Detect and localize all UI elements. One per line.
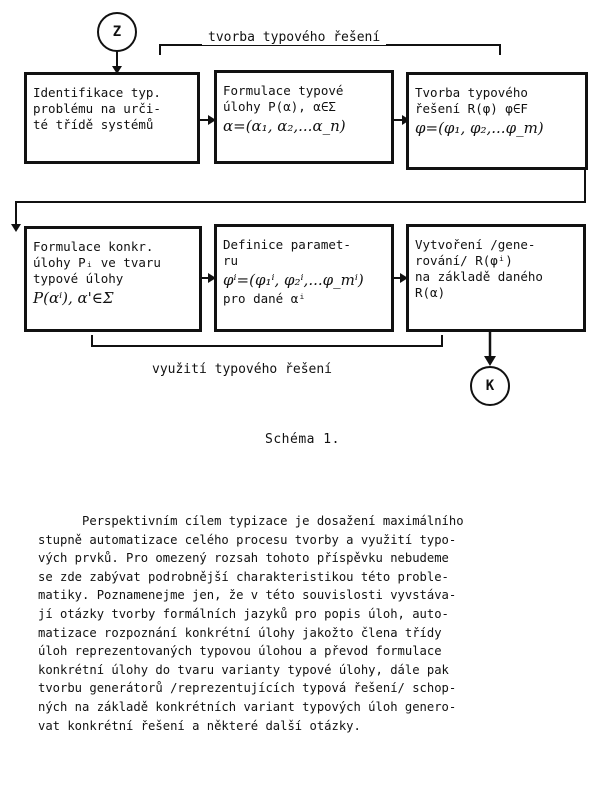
paragraph-line: stupně automatizace celého procesu tvorby a využití typo- — [38, 532, 457, 547]
paragraph-line: matizace rozpoznání konkrétní úlohy jakožto člena třídy — [38, 625, 442, 640]
bottom-brace — [92, 335, 442, 346]
box2-line: Formulace typové — [223, 83, 344, 98]
paragraph-line: vat konkrétní řešení a některé další otázky. — [38, 718, 361, 733]
box-generate-solution — [406, 224, 586, 332]
figure-caption: Schéma 1. — [265, 432, 340, 447]
box-define-parameter — [214, 224, 394, 332]
box6-line: R(α) — [415, 285, 446, 300]
box3-line: řešení R(φ) φ∈F — [415, 101, 528, 116]
box6-line: rování/ R(φⁱ) — [415, 253, 513, 268]
top-brace — [160, 45, 500, 55]
box-formulate-typical-task — [214, 70, 394, 164]
paragraph-line: tvorbu generátorů /reprezentujících typová řešení/ schop- — [38, 681, 457, 696]
box4-line: typové úlohy — [33, 271, 124, 286]
box3-line: Tvorba typového — [415, 85, 528, 100]
paragraph-line: Perspektivním cílem typizace je dosažení maximálního — [38, 514, 464, 528]
paragraph-line: ných na základě konkrétních variant typových úloh genero- — [38, 699, 457, 714]
box4-formula: P(αⁱ), α'∈Σ — [33, 289, 114, 307]
paragraph-line: jí otázky tvorby formálních jazyků pro popis úloh, auto- — [38, 606, 449, 621]
box5-line: ru — [223, 253, 239, 268]
bottom-brace-label: využití typového řešení — [152, 362, 333, 377]
box1-line: problému na urči- — [33, 101, 161, 116]
box-formulate-concrete-task — [24, 226, 202, 332]
box4-line: úlohy Pᵢ ve tvaru — [33, 255, 161, 270]
paragraph-line: úloh reprezentovaných typovou úlohou a převod formulace — [38, 644, 442, 659]
box5-formula: φⁱ=(φ₁ⁱ, φ₂ⁱ,...φ_mⁱ) — [223, 271, 364, 289]
box6-line: Vytvoření /gene- — [415, 237, 536, 252]
connector-row1-to-row2 — [16, 160, 585, 228]
box-identify-problem — [24, 72, 200, 164]
paragraph-line: konkrétní úlohy do tvaru varianty typové úlohy, dále pak — [38, 662, 449, 677]
arrowhead-k — [484, 356, 496, 366]
box2-formula: α=(α₁, α₂,...α_n) — [223, 117, 346, 135]
body-paragraph — [38, 512, 598, 735]
start-node-z: Z — [97, 12, 137, 52]
box1-line: té třídě systémů — [33, 117, 154, 132]
paragraph-line: se zde zabývat podrobnější charakteristikou této proble- — [38, 569, 449, 584]
box2-line: úlohy P(α), α∈Σ — [223, 99, 336, 114]
box5-line: Definice paramet- — [223, 237, 351, 252]
box3-formula: φ=(φ₁, φ₂,...φ_m) — [415, 119, 544, 137]
box5-tail: pro dané αⁱ — [223, 291, 306, 306]
box4-line: Formulace konkr. — [33, 239, 154, 254]
paragraph-line: matiky. Poznamenejme jen, že v této souvislosti vyvstáva- — [38, 588, 457, 603]
box-create-typical-solution — [406, 72, 588, 170]
box1-line: Identifikace typ. — [33, 85, 161, 100]
box6-line: na základě daného — [415, 269, 543, 284]
end-node-k: K — [470, 366, 510, 406]
top-brace-label: tvorba typového řešení — [202, 30, 386, 45]
paragraph-line: vých prvků. Pro omezený rozsah tohoto příspěvku nebudeme — [38, 551, 449, 566]
arrowhead-row2 — [11, 224, 21, 232]
